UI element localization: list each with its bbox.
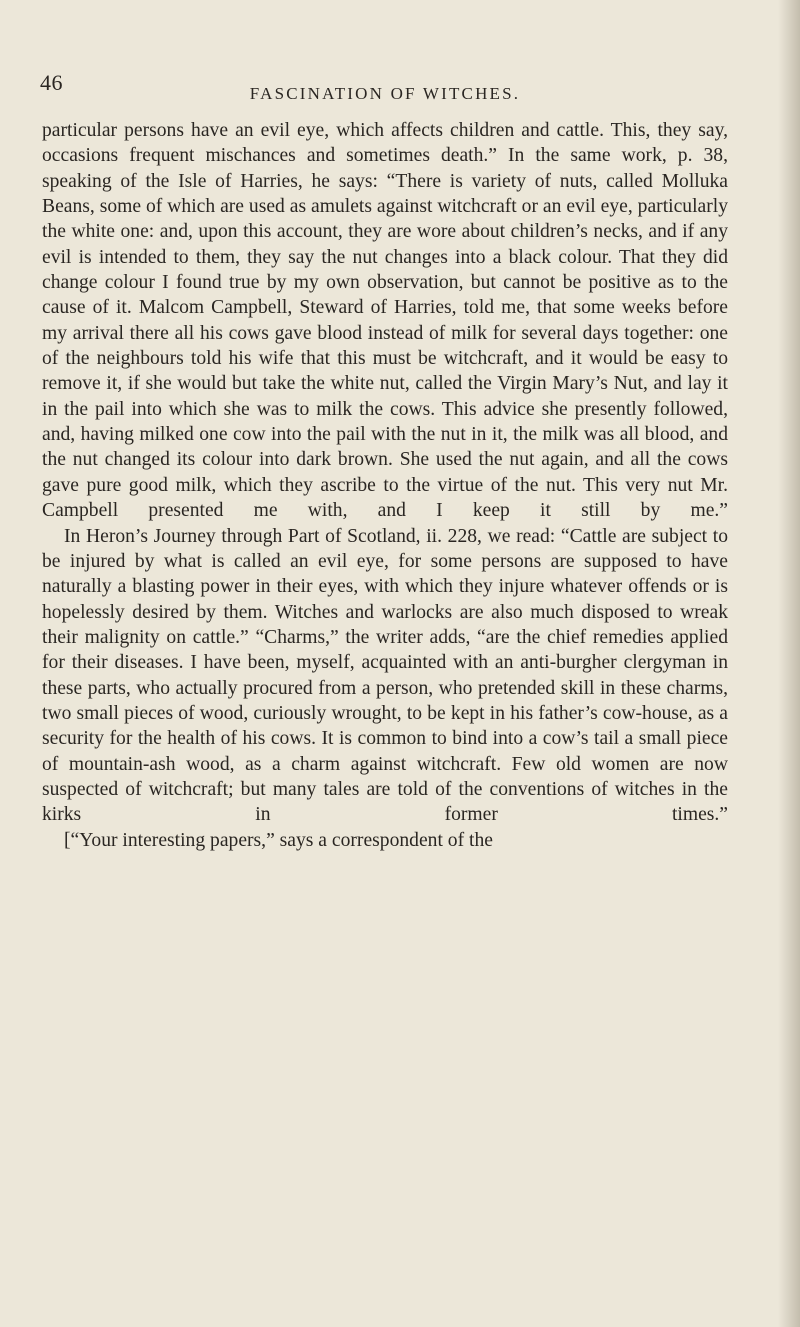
running-head: FASCINATION OF WITCHES.	[249, 84, 521, 103]
page-header	[40, 70, 730, 110]
paragraph-herons-journey: In Heron’s Journey through Part of Scotland, ii. 228, we read: “Cattle are subject to be injured by what is called an evil eye, for some persons are supposed to have naturally a blasting power in their eyes, with which they injure whatever offends or is hopelessly desired by them. Witches and warlocks are also much disposed to wreak their malignity on cattle.” “Charms,” the writer adds, “are the chief remedies applied for their diseases. I have been, myself, acquainted with an anti-burgher clergyman in these parts, who actually procured from a person, who pretended skill in these charms, two small pieces of wood, curiously wrought, to be kept in his father’s cow-house, as a security for the health of his cows. It is common to bind into a cow’s tail a small piece of mountain-ash wood, as a charm against witchcraft. Few old women are now suspected of witchcraft; but many tales are told of the conventions of witches in the kirks in former times.”	[42, 525, 728, 826]
paragraph-correspondent: [“Your interesting papers,” says a correspondent of the	[64, 829, 493, 851]
page-edge-shadow	[778, 0, 800, 1327]
page-number: 46	[40, 70, 63, 95]
body-text	[42, 118, 728, 853]
paragraph-continuation: particular persons have an evil eye, which affects children and cattle. This, they say, occasions frequent mischances and sometimes death.” In the same work, p. 38, speaking of the Isle of Harries, he says: “There is variety of nuts, called Molluka Beans, some of which are used as amulets against witchcraft or an evil eye, particularly the white one: and, upon this account, they are wore about children’s necks, and if any evil is intended to them, they say the nut changes into a black colour. That they did change colour I found true by my own observation, but cannot be positive as to the cause of it. Malcom Campbell, Steward of Harries, told me, that some weeks before my arrival there all his cows gave blood instead of milk for several days together: one of the neighbours told his wife that this must be witchcraft, and it would be easy to remove it, if she would but take the white nut, called the Virgin Mary’s Nut, and lay it in the pail into which she was to milk the cows. This advice she presently followed, and, having milked one cow into the pail with the nut in it, the milk was all blood, and the nut changed its colour into dark brown. She used the nut again, and all the cows gave pure good milk, which they ascribe to the virtue of the nut. This very nut Mr. Campbell presented me with, and I keep it still by me.”	[42, 120, 728, 522]
